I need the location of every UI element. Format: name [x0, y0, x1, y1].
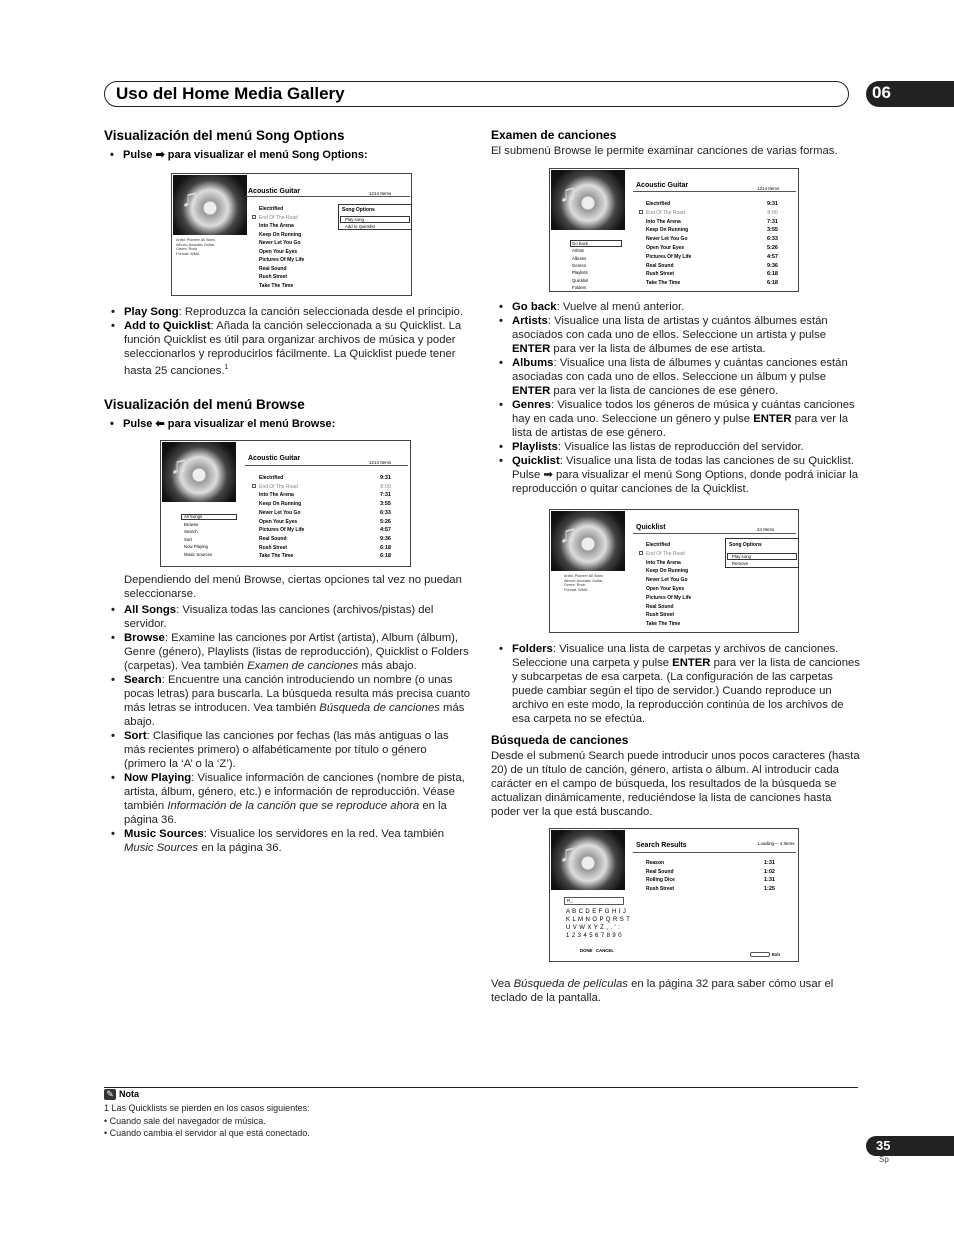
examen-intro: El submenú Browse le permite examinar canciones de varias formas. — [491, 145, 838, 157]
music-disc-icon: ♫ — [551, 511, 625, 571]
track-title[interactable]: Take The Time — [646, 621, 681, 628]
track-info: Artist: Pioneer All Stars Album: Acoustic Guitar Genre: Rock Format: WMA — [564, 574, 603, 592]
search-screen — [549, 828, 799, 962]
menu-item[interactable]: Now Playing — [184, 544, 208, 550]
track-title[interactable]: Into The Arena — [646, 559, 681, 566]
search-result-title[interactable]: Rush Street — [646, 885, 675, 892]
item-count: 1214 Items — [369, 191, 392, 196]
item-count: 1214 Items — [757, 186, 780, 191]
section-title-examen: Examen de canciones — [491, 128, 617, 142]
list-item: • Play Song: Reproduzca la canción seleccionada desde el principio. — [111, 305, 471, 319]
list-item: • Music Sources: Visualice los servidores en la red. Vea también Music Sources en la página 36. — [111, 827, 471, 855]
track-info: Artist: Pioneer All Stars Album: Acoustic Guitar Genre: Rock Format: WMA — [176, 238, 215, 256]
track-title[interactable]: Keep On Running — [259, 501, 302, 508]
song-options-list — [111, 305, 471, 378]
menu-item[interactable]: Folders — [572, 284, 587, 290]
list-item: • Folders: Visualice una lista de carpetas y archivos de canciones. Seleccione una carpeta y pulse ENTER para ver la lista de canciones y subcarpetas de esa carpeta. (La configuración de las carpetas puede cambiar según el tipo de servidor.) Cuando reproduce un archivo en este modo, la reproducción continúa de los archivos de esa carpeta no se efectúa. — [499, 642, 861, 726]
screen-title: Acoustic Guitar — [248, 188, 301, 195]
track-title[interactable]: Real Sound — [259, 265, 287, 272]
track-title[interactable]: Rush Street — [259, 544, 288, 551]
music-disc-icon: ♫ — [551, 170, 625, 230]
track-duration: 8:00 — [767, 209, 778, 216]
track-duration: 9:31 — [379, 475, 391, 481]
track-title[interactable]: Open Your Eyes — [259, 248, 298, 255]
track-title[interactable]: End Of The Road — [259, 214, 298, 221]
search-input[interactable]: R_ — [564, 897, 624, 905]
track-title[interactable]: Into The Arena — [259, 492, 294, 499]
screen-title: Acoustic Guitar — [248, 455, 301, 462]
track-title[interactable]: Pictures Of My Life — [259, 257, 305, 263]
song-options-instruction: • Pulse ➡ para visualizar el menú Song Options: — [110, 149, 368, 161]
track-title[interactable]: Never Let You Go — [646, 236, 688, 243]
track-duration: 3:55 — [379, 501, 391, 508]
track-duration: 6:18 — [766, 280, 778, 287]
browse-menu — [162, 511, 236, 558]
list-item: • Add to Quicklist: Añada la canción seleccionada a su Quicklist. La función Quicklist es útil para organizar archivos de música y poder seleccionarlos y reproducirlos fácilmente. La Quicklist puede tener hasta 25 canciones.$^1$ — [111, 319, 471, 378]
lock-icon — [252, 484, 256, 488]
song-options-screen — [171, 173, 412, 296]
search-result-duration: 1:25 — [763, 885, 775, 892]
right-arrow-icon: ➡ — [155, 149, 165, 161]
list-item: • Artists: Visualice una lista de artistas y cuántos álbumes están asociados con cada uno de ellos. Seleccione un artista y pulse ENTER para ver la lista de álbumes de ese artista. — [499, 314, 861, 356]
track-title[interactable]: Never Let You Go — [259, 509, 301, 516]
track-title[interactable]: Take The Time — [646, 280, 681, 287]
track-title[interactable]: Pictures Of My Life — [259, 527, 305, 534]
track-title[interactable]: Electrified — [259, 206, 284, 212]
track-title[interactable]: Rush Street — [646, 271, 675, 278]
list-item: • Playlists: Visualice las listas de reproducción del servidor. — [499, 440, 861, 454]
list-item: • Genres: Visualice todos los géneros de música y cuántas canciones hay en cada uno. Seleccione un género y pulse ENTER para ver la lista de artistas de ese género. — [499, 398, 861, 440]
track-title[interactable]: Keep On Running — [646, 227, 689, 234]
search-result-duration: 1:02 — [763, 868, 775, 875]
music-disc-icon: ♫ — [551, 830, 625, 890]
search-result-duration: 1:31 — [763, 877, 775, 884]
track-duration: 6:33 — [766, 236, 778, 243]
track-title[interactable]: End Of The Road — [646, 209, 685, 216]
list-item: • All Songs: Visualiza todas las canciones (archivos/pistas) del servidor. — [111, 603, 471, 631]
busqueda-footnote: Vea Búsqueda de películas en la página 32 para saber cómo usar el teclado de la pantalla. — [491, 978, 834, 1004]
menu-item-add-to-quicklist[interactable]: Add to Quicklist — [345, 224, 375, 229]
track-duration: 7:31 — [379, 492, 391, 499]
keyboard-done-button[interactable]: DONE — [580, 948, 593, 953]
menu-item[interactable]: Music Sources — [184, 552, 213, 557]
chapter-header-bar — [104, 81, 849, 107]
item-count: 1214 Items — [369, 460, 392, 465]
track-title[interactable]: Never Let You Go — [646, 577, 688, 584]
music-disc-icon: ♫ — [162, 442, 236, 502]
menu-item[interactable]: Genres — [572, 262, 587, 268]
screen-title: Quicklist — [636, 524, 666, 531]
return-key-icon — [750, 952, 770, 957]
track-title[interactable]: Into The Arena — [646, 218, 681, 225]
track-title[interactable]: Take The Time — [259, 282, 294, 289]
track-duration: 6:18 — [766, 271, 778, 278]
track-duration: 5:26 — [379, 518, 391, 525]
search-result-title[interactable]: Real Sound — [646, 868, 674, 875]
track-duration: 6:18 — [379, 544, 391, 551]
browse-instruction: • Pulse ⬅ para visualizar el menú Browse: — [110, 418, 336, 430]
menu-item[interactable]: Go back — [572, 241, 589, 246]
track-title[interactable]: Pictures Of My Life — [646, 594, 692, 601]
track-duration: 3:55 — [766, 227, 778, 234]
footer-rule — [104, 1087, 858, 1088]
track-title[interactable]: Real Sound — [646, 262, 674, 269]
list-item: • Search: Encuentre una canción introduciendo un nombre (o unas pocas letras) para buscarla. La búsqueda resulta más precisa cuanto más letras se introducen. Vea también Búsqueda de canciones más abajo. — [111, 673, 471, 729]
menu-item[interactable]: Search — [184, 529, 198, 535]
search-result-title[interactable]: Reason — [646, 860, 665, 866]
search-status: Loading--- 4 Items — [758, 841, 795, 846]
keyboard-row[interactable]: A B C D E F G H I J — [566, 909, 627, 915]
menu-item-play-song[interactable]: Play song — [732, 554, 751, 559]
track-duration: 9:36 — [766, 262, 778, 269]
page-number: 35 — [866, 1136, 954, 1156]
track-title[interactable]: End Of The Road — [259, 483, 298, 490]
lock-icon — [639, 551, 643, 555]
browse-submenu-screen — [549, 168, 799, 292]
song-options-title: Song Options — [342, 207, 375, 213]
screen-title: Acoustic Guitar — [636, 182, 689, 189]
menu-item[interactable]: Browse — [184, 521, 199, 527]
track-title[interactable]: Into The Arena — [259, 223, 294, 229]
lock-icon — [252, 215, 256, 219]
list-item: • Quicklist: Visualice una lista de todas las canciones de su Quicklist. Pulse ➡ para visualizar el menú Song Options, donde podrá iniciar la reproducción o quitar canciones de la Quicklist. — [499, 454, 861, 496]
track-duration: 4:57 — [766, 253, 778, 260]
note-pencil-icon: ✎ — [104, 1089, 116, 1100]
folders-list — [499, 642, 861, 726]
music-disc-icon: ♫ — [173, 175, 247, 235]
browse-screen — [160, 440, 411, 567]
track-title[interactable]: Electrified — [259, 475, 284, 481]
track-title[interactable]: Real Sound — [646, 603, 674, 610]
track-duration: 6:18 — [379, 553, 391, 560]
track-duration: 5:26 — [766, 245, 778, 251]
song-options-menu — [725, 538, 799, 568]
busqueda-body: Desde el submenú Search puede introducir unos pocos caracteres (hasta 20) de un título de canción, género, artista o álbum. Al introducir cada carácter en el campo de búsqueda, los resultados de la búsqueda se actualizan dinámicamente, reduciéndose la lista de canciones hasta poder ver la que está buscando. — [491, 750, 860, 818]
track-duration: 4:57 — [379, 527, 391, 534]
chapter-title: Uso del Home Media Gallery — [116, 84, 345, 103]
browse-intro: Dependiendo del menú Browse, ciertas opciones tal vez no puedan seleccionarse. — [124, 574, 462, 600]
track-duration: 9:36 — [379, 535, 391, 542]
section-title-browse: Visualización del menú Browse — [104, 397, 305, 412]
menu-item-play-song[interactable]: Play song — [345, 217, 364, 222]
keyboard-row[interactable]: 1 2 3 4 5 6 7 8 9 0 — [566, 933, 622, 939]
quicklist-screen — [549, 509, 799, 633]
list-item: • Browse: Examine las canciones por Artist (artista), Album (álbum), Genre (género), Playlists (listas de reproducción), Quicklist o Folders (carpetas). Vea también Examen de canciones más abajo. — [111, 631, 471, 673]
track-title[interactable]: Take The Time — [259, 553, 294, 560]
search-result-title[interactable]: Rolling Dice — [646, 877, 675, 884]
track-title[interactable]: Keep On Running — [646, 568, 689, 575]
track-title[interactable]: Keep On Running — [259, 231, 302, 238]
menu-item[interactable]: Albums — [572, 255, 587, 261]
track-duration: 8:00 — [380, 483, 391, 490]
keyboard-row[interactable]: U V W X Y Z , . ' : — [566, 925, 621, 931]
track-title[interactable]: Never Let You Go — [259, 240, 301, 246]
track-duration: 9:31 — [766, 201, 778, 207]
search-result-duration: 1:31 — [763, 860, 775, 866]
list-item: • Go back: Vuelve al menú anterior. — [499, 300, 861, 314]
menu-item[interactable]: All Songs — [184, 514, 203, 519]
keyboard-cancel-button[interactable]: CANCEL — [596, 948, 614, 953]
examen-list — [499, 300, 861, 496]
song-options-menu — [338, 204, 412, 230]
track-title[interactable]: Open Your Eyes — [259, 518, 298, 525]
track-title[interactable]: Electrified — [646, 201, 671, 207]
list-item: • Sort: Clasifique las canciones por fechas (las más antiguas o las más recientes primero) o alfabéticamente por título o género (primero la ‘A’ o la ‘Z’). — [111, 729, 471, 771]
menu-item[interactable]: Playlists — [572, 270, 588, 276]
section-title-song-options: Visualización del menú Song Options — [104, 128, 345, 143]
menu-item-remove[interactable]: Remove — [732, 561, 749, 566]
left-arrow-icon: ⬅ — [155, 418, 165, 430]
list-item: • Now Playing: Visualice información de canciones (nombre de pista, artista, álbum, género, etc.) e información de reproducción. Véase también Información de la canción que se reproduce ahora en la página 36. — [111, 771, 471, 827]
screen-title: Search Results — [636, 842, 687, 849]
track-title[interactable]: Pictures Of My Life — [646, 253, 692, 260]
track-title[interactable]: Open Your Eyes — [646, 245, 685, 251]
track-title[interactable]: Open Your Eyes — [646, 586, 685, 592]
list-item: • Albums: Visualice una lista de álbumes y cuántas canciones están asociadas con cada uno de ellos. Seleccione un álbum y pulse ENTER para ver la lista de canciones de ese género. — [499, 356, 861, 398]
section-title-busqueda: Búsqueda de canciones — [491, 733, 629, 747]
menu-item[interactable]: Artists — [572, 248, 584, 254]
track-title[interactable]: Rush Street — [646, 612, 675, 619]
track-duration: 6:33 — [379, 509, 391, 516]
exit-label[interactable]: Exit — [772, 952, 780, 957]
browse-submenu — [551, 239, 625, 291]
song-options-title: Song Options — [729, 542, 762, 548]
menu-item[interactable]: Sort — [184, 536, 192, 542]
footnotes: 1 Las Quicklists se pierden en los casos siguientes: • Cuando sale del navegador de música. • Cuando cambia el servidor al que está conectado. — [104, 1103, 310, 1138]
track-title[interactable]: Rush Street — [259, 274, 288, 280]
keyboard-row[interactable]: K L M N O P Q R S T — [566, 917, 631, 923]
language-code: Sp — [879, 1155, 889, 1164]
track-title[interactable]: Electrified — [646, 542, 671, 548]
lock-icon — [639, 210, 643, 214]
track-title[interactable]: End Of The Road — [646, 550, 685, 557]
track-title[interactable]: Real Sound — [259, 535, 287, 542]
browse-options-list — [111, 603, 471, 855]
nota-label: Nota — [119, 1089, 139, 1099]
chapter-number-badge: 06 — [866, 81, 954, 107]
track-duration: 7:31 — [766, 218, 778, 225]
menu-item[interactable]: Quicklist — [572, 277, 589, 283]
item-count: 24 Items — [757, 527, 775, 532]
